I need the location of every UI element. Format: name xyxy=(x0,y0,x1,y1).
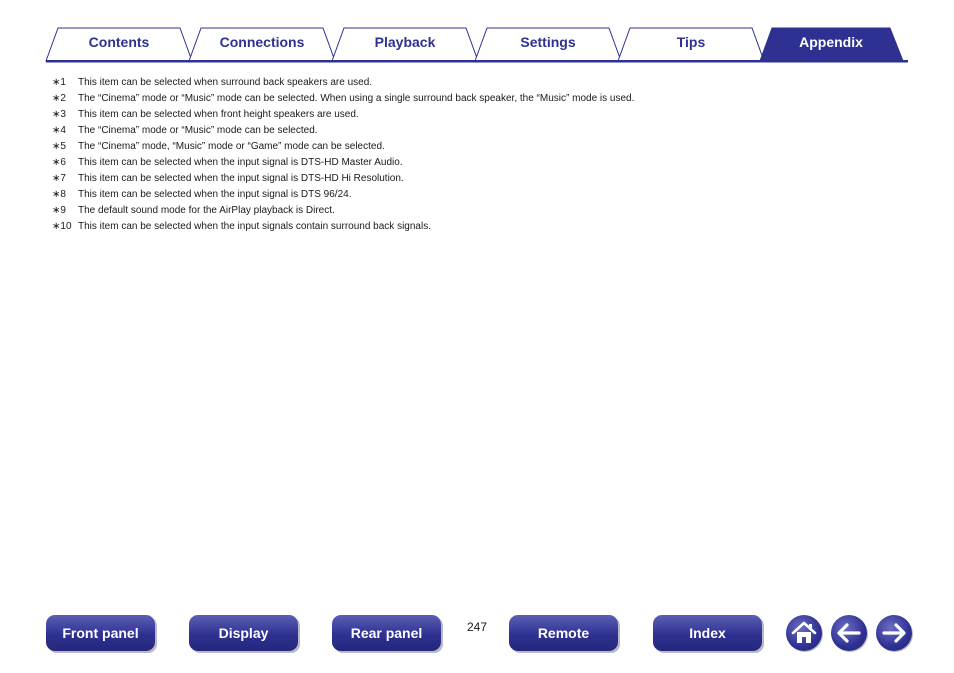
front-panel-button[interactable]: Front panel xyxy=(46,615,155,651)
tab-contents[interactable]: Contents xyxy=(88,34,150,50)
tab-bar xyxy=(0,0,954,64)
tab-tips[interactable]: Tips xyxy=(676,34,706,50)
footnote-item xyxy=(52,203,922,219)
tab-appendix[interactable]: Appendix xyxy=(799,34,863,50)
footnote-item xyxy=(52,91,922,107)
home-icon xyxy=(786,615,822,651)
index-button[interactable]: Index xyxy=(653,615,762,651)
footnote-mark: ∗3 xyxy=(52,109,66,120)
footnote-item xyxy=(52,107,922,123)
page-number: 247 xyxy=(466,620,488,634)
footnote-mark: ∗4 xyxy=(52,125,66,136)
tab-baseline xyxy=(46,60,908,63)
footnote-mark: ∗9 xyxy=(52,205,66,216)
footnote-mark: ∗1 xyxy=(52,77,66,88)
footnote-text: This item can be selected when the input signals contain surround back signals. xyxy=(78,221,431,232)
footnote-text: This item can be selected when the input signal is DTS-HD Master Audio. xyxy=(78,157,403,168)
footnote-mark: ∗2 xyxy=(52,93,66,104)
footnote-item xyxy=(52,155,922,171)
tab-settings[interactable]: Settings xyxy=(520,34,576,50)
footnote-item xyxy=(52,75,922,91)
footnote-text: This item can be selected when surround back speakers are used. xyxy=(78,77,373,88)
forward-button[interactable] xyxy=(876,615,912,651)
footnote-text: This item can be selected when front height speakers are used. xyxy=(78,109,359,120)
display-button[interactable]: Display xyxy=(189,615,298,651)
footnote-mark: ∗6 xyxy=(52,157,66,168)
arrow-left-icon xyxy=(831,615,867,651)
footnote-mark: ∗5 xyxy=(52,141,66,152)
footnote-item xyxy=(52,187,922,203)
footnote-item xyxy=(52,139,922,155)
tab-connections[interactable]: Connections xyxy=(219,34,305,50)
footnote-text: The “Cinema” mode or “Music” mode can be selected. When using a single surround back speaker, the “Music” mode is used. xyxy=(78,93,635,104)
footnote-text: This item can be selected when the input signal is DTS 96/24. xyxy=(78,189,352,200)
footnote-mark: ∗7 xyxy=(52,173,66,184)
footnote-item xyxy=(52,123,922,139)
footnote-item xyxy=(52,219,922,235)
home-button[interactable] xyxy=(786,615,822,651)
footnote-mark: ∗10 xyxy=(52,221,72,232)
footnote-text: This item can be selected when the input signal is DTS-HD Hi Resolution. xyxy=(78,173,404,184)
footnote-text: The default sound mode for the AirPlay playback is Direct. xyxy=(78,205,335,216)
tab-playback[interactable]: Playback xyxy=(374,34,436,50)
footnote-item xyxy=(52,171,922,187)
rear-panel-button[interactable]: Rear panel xyxy=(332,615,441,651)
remote-button[interactable]: Remote xyxy=(509,615,618,651)
arrow-right-icon xyxy=(876,615,912,651)
footnote-text: The “Cinema” mode, “Music” mode or “Game” mode can be selected. xyxy=(78,141,385,152)
footnote-text: The “Cinema” mode or “Music” mode can be selected. xyxy=(78,125,318,136)
footnote-mark: ∗8 xyxy=(52,189,66,200)
back-button[interactable] xyxy=(831,615,867,651)
tab-bar-shapes xyxy=(0,0,954,64)
footnote-list xyxy=(52,75,922,235)
